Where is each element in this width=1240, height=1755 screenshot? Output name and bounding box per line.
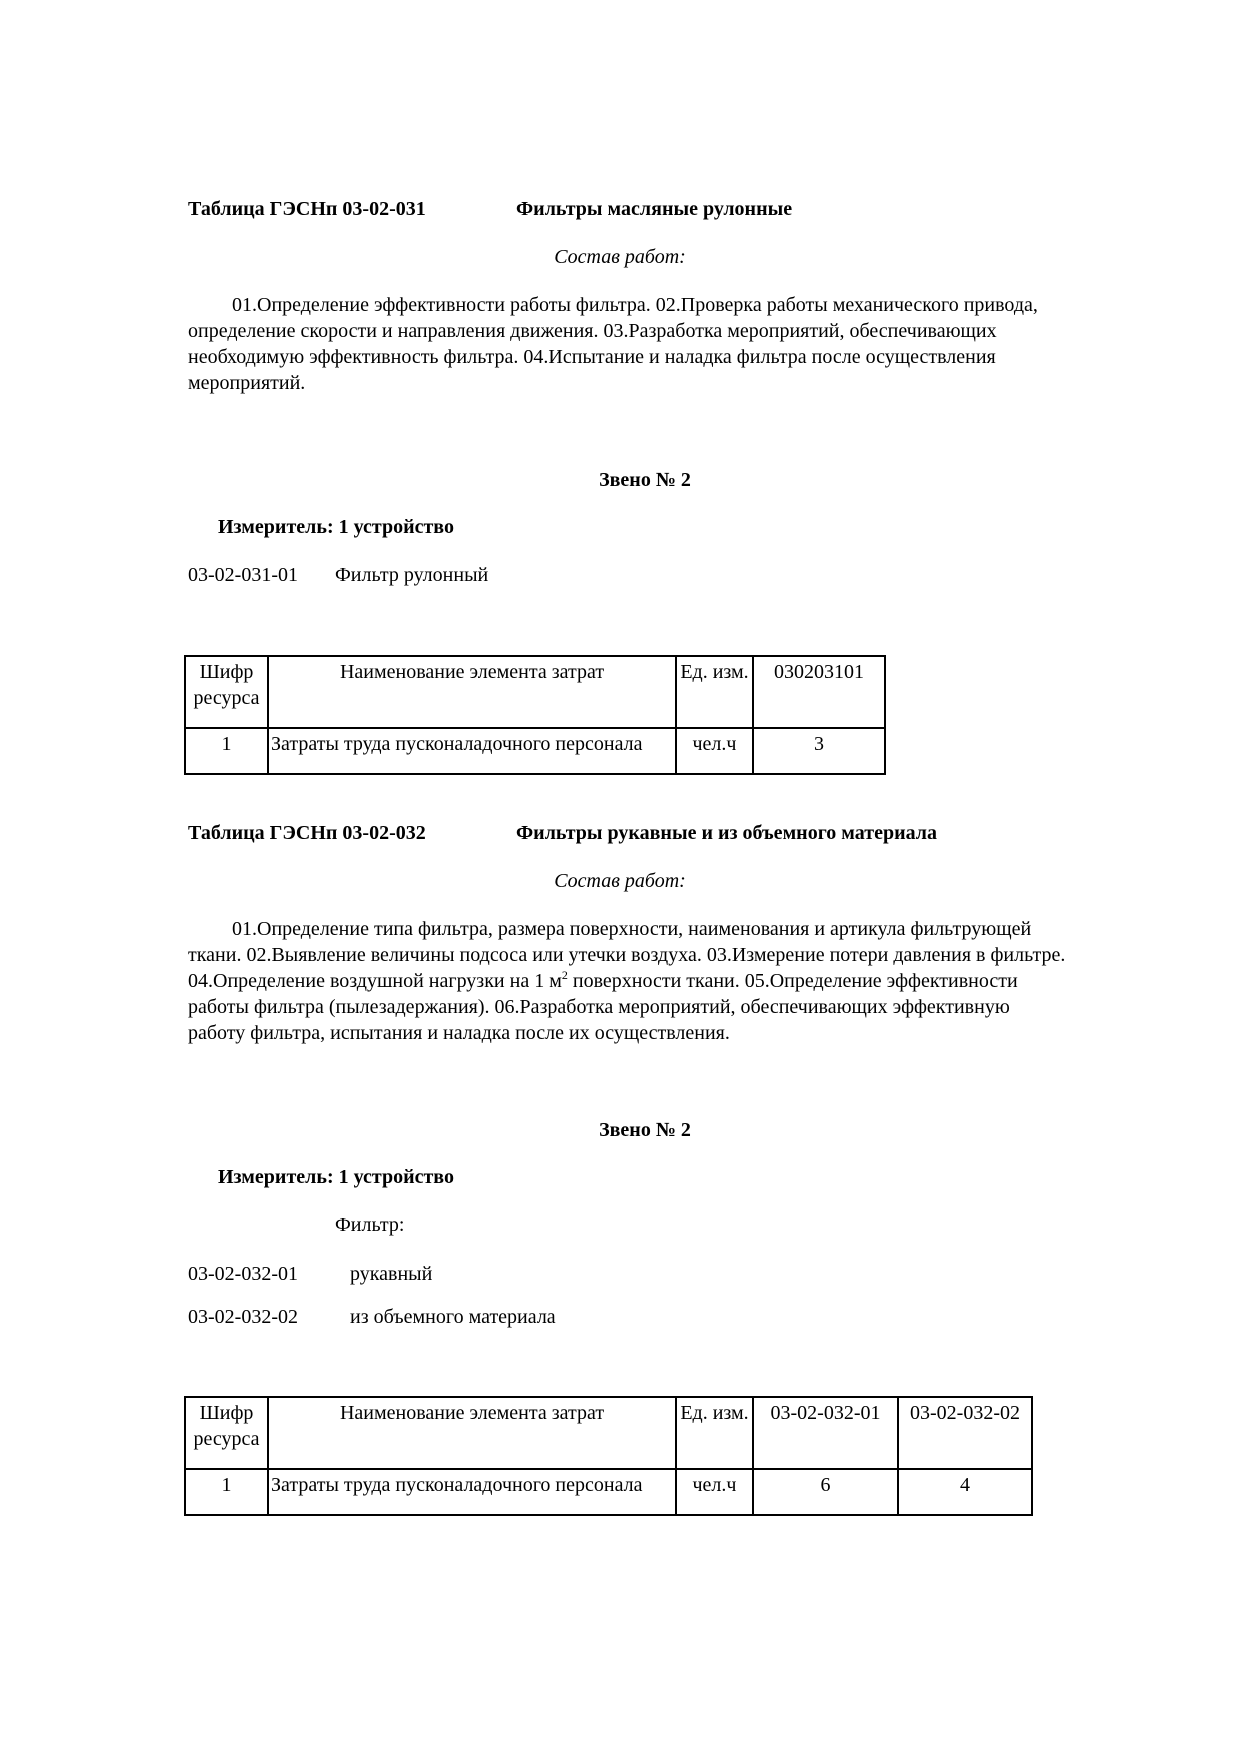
header-cell: Наименование элемента затрат [268,656,676,728]
item-label: Фильтр рулонный [335,564,489,586]
composition-heading: Состав работ: [554,870,686,892]
table-code: Таблица ГЭСНп 03-02-032 [188,822,426,844]
group-label: Фильтр: [335,1214,405,1236]
table-code: Таблица ГЭСНп 03-02-031 [188,198,426,220]
table-header-row [185,1397,1032,1469]
table-cell: 3 [753,728,885,774]
crew-label: Звено № 2 [599,1119,691,1141]
item-code: 03-02-032-02 [188,1306,298,1328]
composition-heading: Состав работ: [554,246,686,268]
resource-table [184,1396,1033,1516]
table-title: Фильтры масляные рулонные [516,198,793,220]
item-label: из объемного материала [350,1306,556,1328]
header-cell: Ед. изм. [676,656,753,728]
header-cell: 03-02-032-02 [898,1397,1032,1469]
table-cell: 1 [185,728,268,774]
table-title: Фильтры рукавные и из объемного материала [516,822,938,844]
item-code: 03-02-032-01 [188,1263,298,1285]
table-cell: Затраты труда пусконаладочного персонала [268,728,676,774]
crew-label: Звено № 2 [599,469,691,491]
meter-label: Измеритель: 1 устройство [218,516,454,538]
composition-text: 01.Определение эффективности работы фильтра. 02.Проверка работы механического привода, определение скорости и направления движения. 03.Разработка мероприятий, обеспечивающих необходимую эффективность фильтра. 04.Испытание и наладка фильтра после осуществления мероприятий. [188,294,1038,394]
header-cell: Ед. изм. [676,1397,753,1469]
table-row [185,728,885,774]
table-cell: чел.ч [676,728,753,774]
table-cell: 6 [753,1469,898,1515]
resource-table [184,655,886,775]
item-code: 03-02-031-01 [188,564,298,586]
item-label: рукавный [350,1263,433,1285]
meter-label: Измеритель: 1 устройство [218,1166,454,1188]
table-cell: 1 [185,1469,268,1515]
table-row [185,1469,1032,1515]
table-cell: чел.ч [676,1469,753,1515]
header-cell: Шифр ресурса [185,1397,268,1469]
header-cell: 03-02-032-01 [753,1397,898,1469]
composition-text: 01.Определение типа фильтра, размера поверхности, наименования и артикула фильтрующей ткани. 02.Выявление величины подсоса или утечки воздуха. 03.Измерение потери давления в фильтре. 04.Определение воздушной нагрузки на 1 $м^2$ поверхности ткани. 05.Определение эффективности работы фильтра (пылезадержания). 06.Разработка мероприятий, обеспечивающих эффективную работу фильтра, испытания и наладка после их осуществления. [188,918,1066,1044]
header-cell: Наименование элемента затрат [268,1397,676,1469]
table-cell: 4 [898,1469,1032,1515]
header-cell: 030203101 [753,656,885,728]
table-header-row [185,656,885,728]
table-cell: Затраты труда пусконаладочного персонала [268,1469,676,1515]
header-cell: Шифр ресурса [185,656,268,728]
